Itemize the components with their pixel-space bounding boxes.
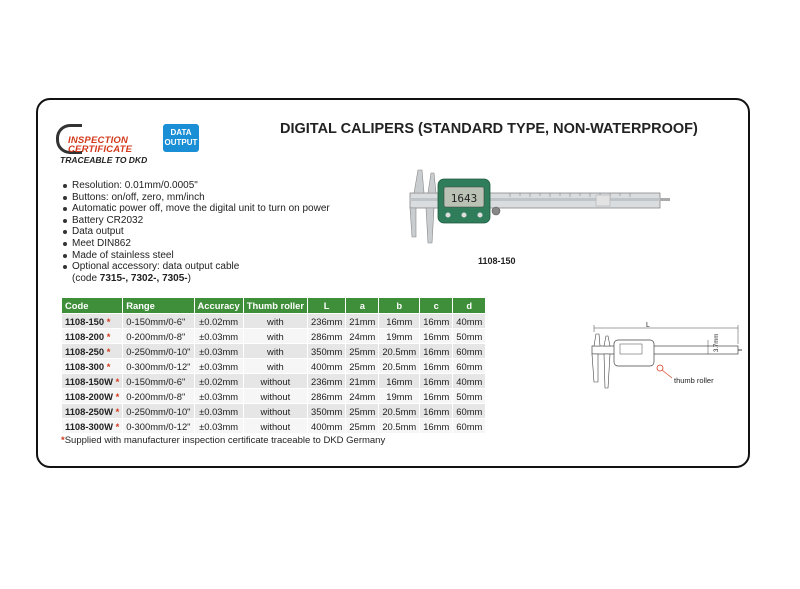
feature-item: Battery CR2032 xyxy=(62,215,330,227)
code-value: 1108-250W xyxy=(65,405,113,417)
table-header-row xyxy=(62,298,486,314)
table-cell: 400mm xyxy=(308,359,346,374)
feature-item: Automatic power off, move the digital unit to turn on power xyxy=(62,203,330,215)
table-cell: 25mm xyxy=(346,419,379,434)
table-cell: 0-150mm/0-6" xyxy=(123,374,194,389)
data-output-badge xyxy=(163,124,199,152)
table-cell: 19mm xyxy=(379,389,420,404)
table-cell: ±0.03mm xyxy=(194,404,243,419)
certificate-line2: CERTIFICATE xyxy=(68,144,133,155)
feature-list xyxy=(62,180,330,284)
column-header: Accuracy xyxy=(194,298,243,314)
table-cell: 40mm xyxy=(453,374,486,389)
feature-item: Data output xyxy=(62,226,330,238)
table-cell: 0-300mm/0-12" xyxy=(123,359,194,374)
column-header: c xyxy=(420,298,453,314)
table-cell: 236mm xyxy=(308,314,346,329)
table-cell: ±0.02mm xyxy=(194,314,243,329)
table-cell: without xyxy=(243,419,307,434)
code-cell xyxy=(62,344,123,359)
code-value: 1108-150W xyxy=(65,375,113,387)
code-cell xyxy=(62,329,123,344)
table-cell: without xyxy=(243,404,307,419)
display-reading: 1643 xyxy=(450,192,478,205)
code-value: 1108-150 xyxy=(65,315,105,327)
caliper-dimension-diagram xyxy=(584,322,742,398)
table-cell: 286mm xyxy=(308,329,346,344)
table-cell: 350mm xyxy=(308,344,346,359)
product-model-label: 1108-150 xyxy=(478,256,516,266)
column-header: d xyxy=(453,298,486,314)
star-mark: * xyxy=(106,360,111,372)
table-row xyxy=(62,404,486,419)
star-mark: * xyxy=(115,420,120,432)
table-cell: 50mm xyxy=(453,329,486,344)
table-cell: 0-150mm/0-6" xyxy=(123,314,194,329)
badge-line1: DATA xyxy=(170,128,192,137)
table-cell: without xyxy=(243,389,307,404)
table-cell: 60mm xyxy=(453,419,486,434)
star-mark: * xyxy=(115,375,120,387)
footnote-star: * xyxy=(61,435,65,446)
table-cell: 16mm xyxy=(420,314,453,329)
table-cell: 0-200mm/0-8" xyxy=(123,389,194,404)
table-row xyxy=(62,314,486,329)
table-cell: 0-250mm/0-10" xyxy=(123,344,194,359)
table-cell: 16mm xyxy=(420,389,453,404)
table-cell: ±0.03mm xyxy=(194,329,243,344)
feature-item: Resolution: 0.01mm/0.0005" xyxy=(62,180,330,192)
star-mark: * xyxy=(115,405,120,417)
diagram-thumb-roller-label: thumb roller xyxy=(674,376,714,385)
code-value: 1108-300W xyxy=(65,420,113,432)
table-cell: 0-300mm/0-12" xyxy=(123,419,194,434)
table-cell: with xyxy=(243,359,307,374)
table-cell: 20.5mm xyxy=(379,404,420,419)
table-cell: 60mm xyxy=(453,344,486,359)
star-mark: * xyxy=(106,315,111,327)
table-row xyxy=(62,359,486,374)
table-row xyxy=(62,419,486,434)
column-header: b xyxy=(379,298,420,314)
table-row xyxy=(62,389,486,404)
table-cell: 40mm xyxy=(453,314,486,329)
table-cell: 21mm xyxy=(346,374,379,389)
accessory-codes: 7315-, 7302-, 7305- xyxy=(99,272,188,284)
column-header: a xyxy=(346,298,379,314)
table-cell: 25mm xyxy=(346,344,379,359)
table-cell: ±0.03mm xyxy=(194,359,243,374)
code-value: 1108-250 xyxy=(65,345,105,357)
column-header: Code xyxy=(62,298,123,314)
footnote-text: Supplied with manufacturer inspection certificate traceable to DKD Germany xyxy=(64,435,386,446)
table-cell: 16mm xyxy=(379,374,420,389)
table-cell: 400mm xyxy=(308,419,346,434)
code-cell xyxy=(62,419,123,434)
certificate-traceable: TRACEABLE TO DKD xyxy=(60,155,148,165)
feature-item: Optional accessory: data output cable xyxy=(62,261,330,273)
accessory-code-line xyxy=(62,273,330,285)
table-cell: 24mm xyxy=(346,329,379,344)
table-cell: 236mm xyxy=(308,374,346,389)
feature-item: Buttons: on/off, zero, mm/inch xyxy=(62,192,330,204)
star-mark: * xyxy=(106,345,111,357)
code-value: 1108-200 xyxy=(65,330,105,342)
table-cell: without xyxy=(243,374,307,389)
table-cell: 350mm xyxy=(308,404,346,419)
footnote xyxy=(61,435,385,446)
table-cell: 16mm xyxy=(420,374,453,389)
table-cell: 60mm xyxy=(453,404,486,419)
certificate-line1: INSPECTION xyxy=(68,135,129,146)
table-cell: with xyxy=(243,329,307,344)
table-cell: 16mm xyxy=(420,329,453,344)
caliper-product-image xyxy=(400,165,672,255)
table-cell: ±0.03mm xyxy=(194,344,243,359)
table-cell: 60mm xyxy=(453,359,486,374)
table-cell: 25mm xyxy=(346,359,379,374)
badge-line2: OUTPUT xyxy=(164,138,198,147)
diagram-L-label: L xyxy=(646,322,650,329)
table-cell: 16mm xyxy=(420,404,453,419)
table-cell: with xyxy=(243,314,307,329)
inspection-certificate-logo xyxy=(56,122,156,164)
table-cell: 0-250mm/0-10" xyxy=(123,404,194,419)
column-header: L xyxy=(308,298,346,314)
spec-table xyxy=(61,297,486,434)
table-cell: with xyxy=(243,344,307,359)
column-header: Thumb roller xyxy=(243,298,307,314)
table-cell: 16mm xyxy=(420,359,453,374)
table-row xyxy=(62,374,486,389)
table-cell: ±0.03mm xyxy=(194,389,243,404)
table-cell: 24mm xyxy=(346,389,379,404)
table-cell: 21mm xyxy=(346,314,379,329)
star-mark: * xyxy=(106,330,111,342)
table-cell: 20.5mm xyxy=(379,419,420,434)
code-value: 1108-300 xyxy=(65,360,105,372)
code-value: 1108-200W xyxy=(65,390,113,402)
table-cell: 16mm xyxy=(420,344,453,359)
table-cell: 20.5mm xyxy=(379,344,420,359)
table-cell: 16mm xyxy=(420,419,453,434)
code-cell xyxy=(62,314,123,329)
table-cell: 0-200mm/0-8" xyxy=(123,329,194,344)
code-cell xyxy=(62,374,123,389)
code-cell xyxy=(62,359,123,374)
accessory-code-prefix: (code xyxy=(72,272,100,284)
diagram-height-label: 3.7mm xyxy=(714,333,720,352)
feature-item: Meet DIN862 xyxy=(62,238,330,250)
feature-item: Made of stainless steel xyxy=(62,250,330,262)
column-header: Range xyxy=(123,298,194,314)
table-cell: 286mm xyxy=(308,389,346,404)
star-mark: * xyxy=(115,390,120,402)
accessory-code-suffix: ) xyxy=(187,272,191,284)
table-body xyxy=(62,314,486,434)
table-cell: 16mm xyxy=(379,314,420,329)
code-cell xyxy=(62,389,123,404)
table-cell: ±0.03mm xyxy=(194,419,243,434)
page-title: DIGITAL CALIPERS (STANDARD TYPE, NON-WATERPROOF) xyxy=(280,121,698,137)
table-cell: 25mm xyxy=(346,404,379,419)
table-cell: ±0.02mm xyxy=(194,374,243,389)
table-cell: 50mm xyxy=(453,389,486,404)
code-cell xyxy=(62,404,123,419)
table-cell: 19mm xyxy=(379,329,420,344)
table-cell: 20.5mm xyxy=(379,359,420,374)
table-row xyxy=(62,344,486,359)
table-row xyxy=(62,329,486,344)
